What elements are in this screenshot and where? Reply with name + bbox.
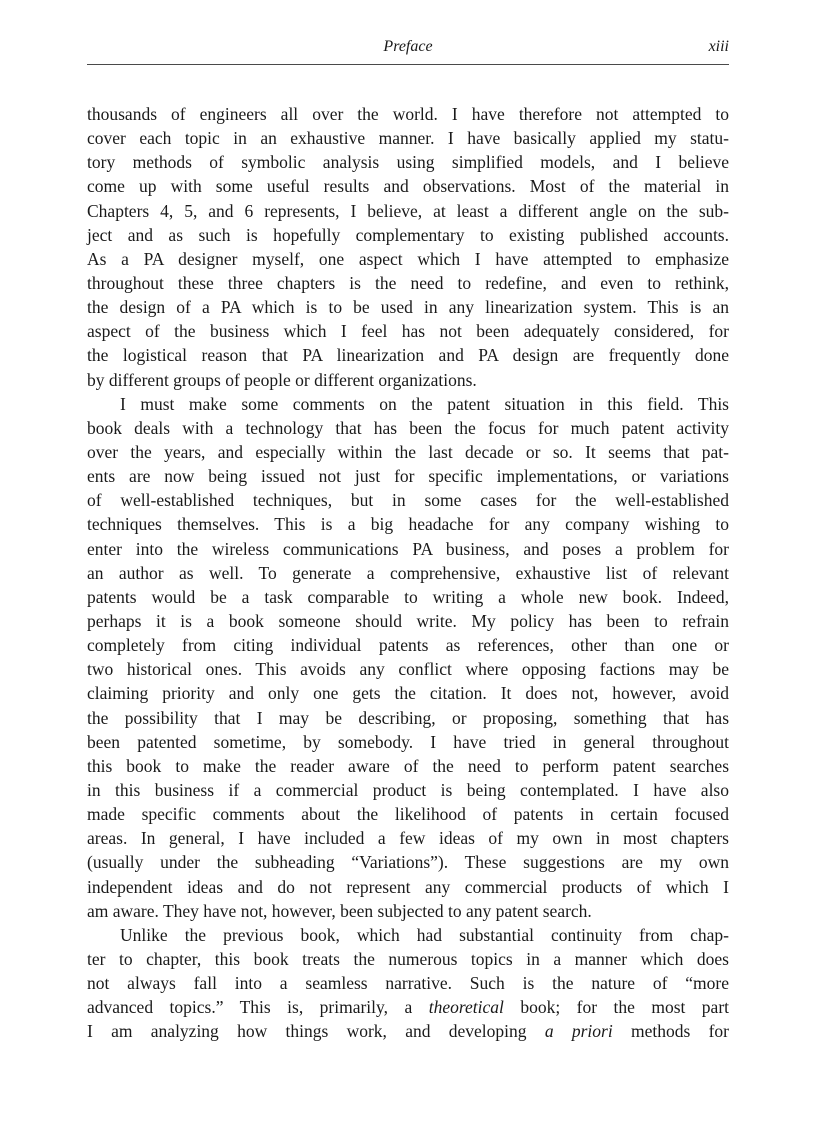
page-number: xiii [708,38,729,55]
text-line: techniques themselves. This is a big headache for any company wishing to [87,514,729,535]
text-line: (usually under the subheading “Variations”). These suggestions are my own [87,852,729,873]
text-line-with-italic [87,1019,729,1043]
text-line: Unlike the previous book, which had substantial continuity from chap- [120,924,729,945]
body-text [87,102,729,1043]
text-line: by different groups of people or different organizations. [87,369,477,390]
text-line: independent ideas and do not represent any commercial products of which I [87,876,729,897]
text-line: made specific comments about the likelihood of patents in certain focused [87,804,729,825]
paragraph-1 [87,102,729,392]
text-line: completely from citing individual patents as references, other than one or [87,635,729,656]
text-line: As a PA designer myself, one aspect which I have attempted to emphasize [87,248,729,269]
text-line: throughout these three chapters is the need to redefine, and even to rethink, [87,272,729,293]
text-line: two historical ones. This avoids any conflict where opposing factions may be [87,659,729,680]
text-segment: book; for the most part [520,997,730,1018]
text-segment: advanced topics.” This is, primarily, a [87,997,413,1018]
italic-word-theoretical: theoretical [428,997,504,1018]
text-line: claiming priority and only one gets the citation. It does not, however, avoid [87,683,729,704]
text-line: cover each topic in an exhaustive manner. I have basically applied my statu- [87,128,729,149]
text-line: enter into the wireless communications PA business, and poses a problem for [87,538,729,559]
running-head-title: Preface [383,38,433,55]
text-line: tory methods of symbolic analysis using simplified models, and I believe [87,152,729,173]
text-line: am aware. They have not, however, been subjected to any patent search. [87,900,592,921]
text-line-with-italic [87,995,729,1019]
text-line: areas. In general, I have included a few ideas of my own in most chapters [87,828,729,849]
text-line: come up with some useful results and observations. Most of the material in [87,176,729,197]
header-rule [87,64,729,65]
text-line: the possibility that I may be describing, or proposing, something that has [87,707,729,728]
text-line: an author as well. To generate a comprehensive, exhaustive list of relevant [87,562,729,583]
text-segment: methods for [631,1021,730,1042]
text-line: ents are now being issued not just for specific implementations, or variations [87,466,729,487]
paragraph-2 [87,392,729,923]
text-line: of well-established techniques, but in some cases for the well-established [87,490,729,511]
text-line: this book to make the reader aware of the need to perform patent searches [87,755,729,776]
text-line: ter to chapter, this book treats the numerous topics in a manner which does [87,948,729,969]
text-line: I must make some comments on the patent situation in this field. This [120,393,729,414]
text-line: ject and as such is hopefully complementary to existing published accounts. [87,224,729,245]
text-line: aspect of the business which I feel has not been adequately considered, for [87,321,729,342]
text-line: the design of a PA which is to be used in any linearization system. This is an [87,297,729,318]
text-line: the logistical reason that PA linearization and PA design are frequently done [87,345,729,366]
text-line: perhaps it is a book someone should write. My policy has been to refrain [87,610,729,631]
text-line: thousands of engineers all over the world. I have therefore not attempted to [87,104,729,124]
paragraph-3 [87,923,729,1044]
text-segment: I am analyzing how things work, and developing [87,1021,527,1042]
italic-phrase-a-priori: a priori [544,1021,613,1042]
text-line: Chapters 4, 5, and 6 represents, I believe, at least a different angle on the sub- [87,200,729,221]
text-line: been patented sometime, by somebody. I have tried in general throughout [87,731,729,752]
text-line: patents would be a task comparable to writing a whole new book. Indeed, [87,586,729,607]
text-line: in this business if a commercial product is being contemplated. I have also [87,779,729,800]
text-line: over the years, and especially within the last decade or so. It seems that pat- [87,441,729,462]
running-head [87,36,729,62]
text-line: not always fall into a seamless narrative. Such is the nature of “more [87,973,729,994]
text-line: book deals with a technology that has been the focus for much patent activity [87,417,729,438]
